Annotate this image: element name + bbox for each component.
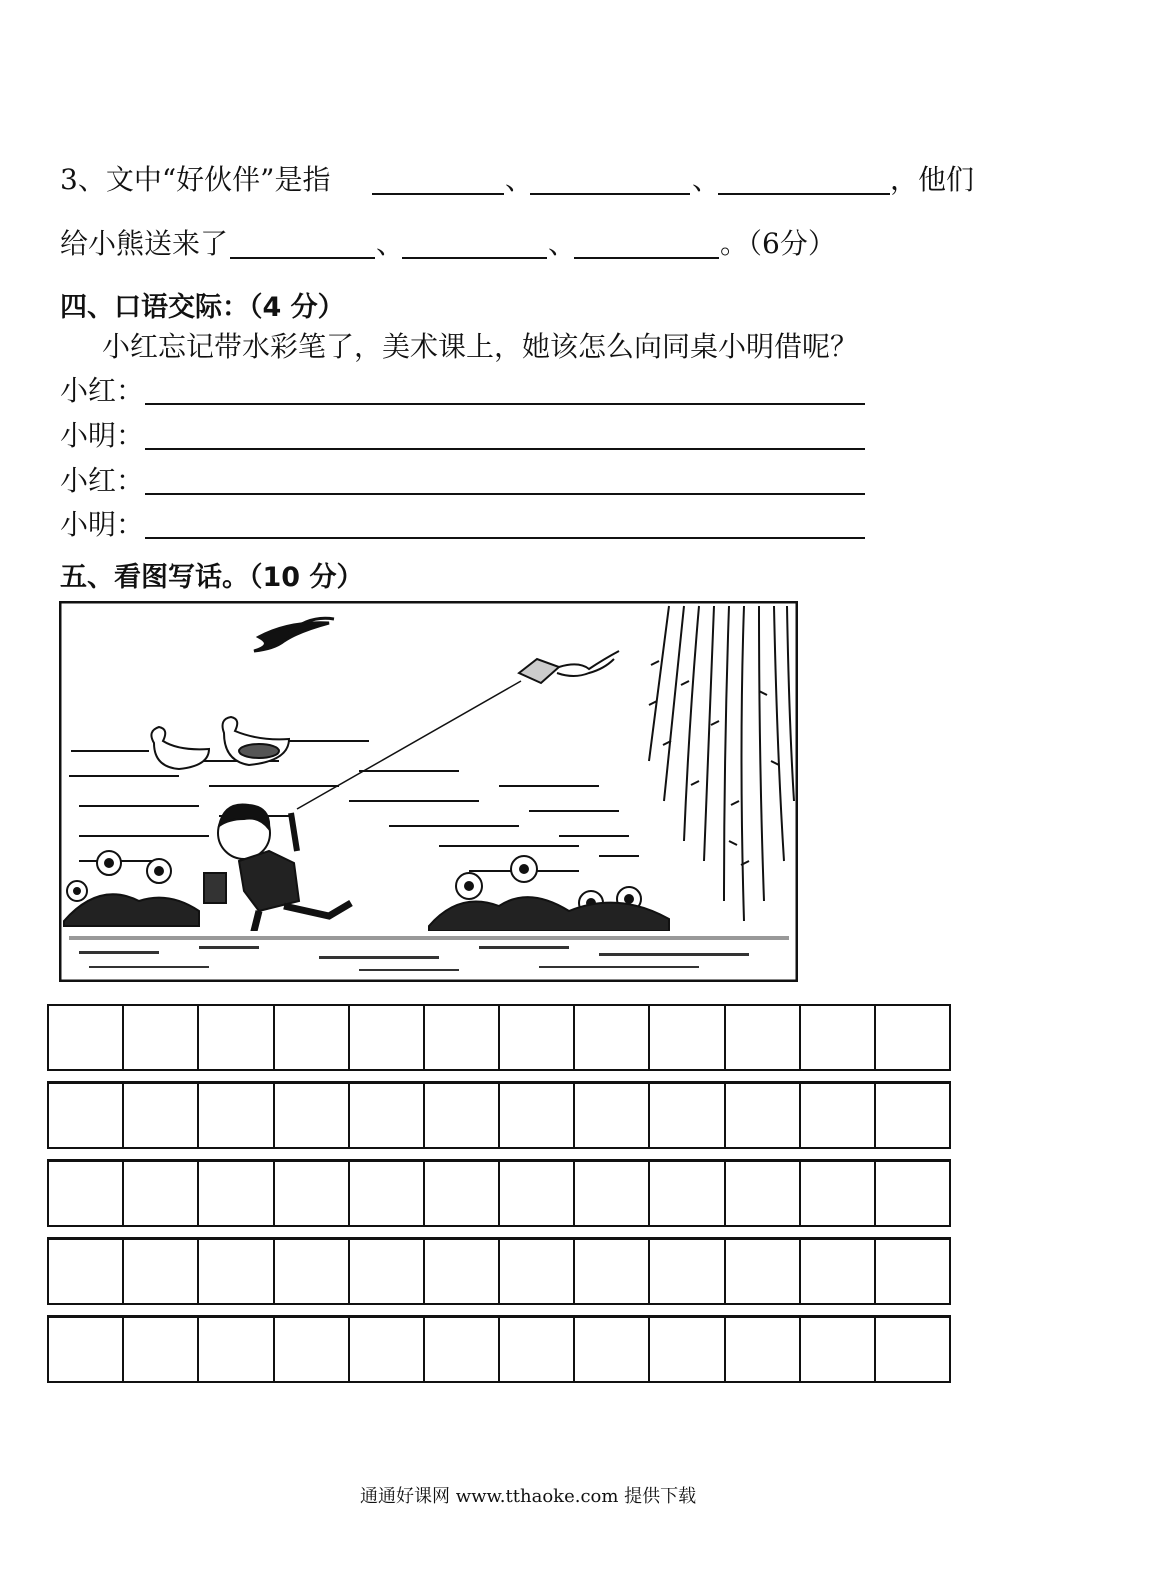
grid-cell[interactable] xyxy=(876,1240,949,1303)
separator: 、 xyxy=(376,227,405,260)
grid-cell[interactable] xyxy=(500,1084,575,1147)
grid-cell[interactable] xyxy=(876,1162,949,1225)
grid-cell[interactable] xyxy=(575,1162,650,1225)
grid-cell[interactable] xyxy=(49,1006,124,1069)
grid-cell[interactable] xyxy=(275,1006,350,1069)
grid-cell[interactable] xyxy=(425,1006,500,1069)
writing-grid-row[interactable] xyxy=(47,1082,951,1149)
section4-title: 四、口语交际：（4 分） xyxy=(60,292,345,323)
grid-cell[interactable] xyxy=(726,1084,801,1147)
grid-cell[interactable] xyxy=(650,1318,725,1381)
grid-cell[interactable] xyxy=(650,1240,725,1303)
grid-cell[interactable] xyxy=(124,1318,199,1381)
grid-cell[interactable] xyxy=(275,1318,350,1381)
grid-cell[interactable] xyxy=(801,1240,876,1303)
section4-prompt: 小红忘记带水彩笔了，美术课上，她该怎么向同桌小明借呢？ xyxy=(102,330,859,363)
q3-line1-prefix: 3、文中“好伙伴”是指 xyxy=(60,163,331,196)
grid-cell[interactable] xyxy=(49,1318,124,1381)
grid-cell[interactable] xyxy=(500,1318,575,1381)
grid-cell[interactable] xyxy=(575,1240,650,1303)
answer-blank[interactable] xyxy=(402,231,547,259)
dialogue-speaker: 小红： xyxy=(60,374,145,407)
grid-cell[interactable] xyxy=(726,1162,801,1225)
grid-cell[interactable] xyxy=(425,1240,500,1303)
grid-cell[interactable] xyxy=(500,1006,575,1069)
answer-blank[interactable] xyxy=(230,231,375,259)
dialogue-answer-line[interactable] xyxy=(145,448,865,450)
dialogue-answer-line[interactable] xyxy=(145,537,865,539)
grid-cell[interactable] xyxy=(350,1240,425,1303)
grid-cell[interactable] xyxy=(49,1240,124,1303)
grid-cell[interactable] xyxy=(49,1084,124,1147)
grid-cell[interactable] xyxy=(650,1084,725,1147)
grid-cell[interactable] xyxy=(124,1084,199,1147)
writing-grid-row[interactable] xyxy=(47,1160,951,1227)
grid-cell[interactable] xyxy=(124,1162,199,1225)
kite-flying-illustration xyxy=(59,601,798,982)
grid-cell[interactable] xyxy=(876,1318,949,1381)
answer-blank[interactable] xyxy=(718,167,890,195)
separator: 、 xyxy=(692,163,721,196)
dialogue-speaker: 小明： xyxy=(60,419,145,452)
q3-line2-prefix: 给小熊送来了 xyxy=(60,227,229,260)
grid-cell[interactable] xyxy=(876,1084,949,1147)
grid-cell[interactable] xyxy=(726,1006,801,1069)
grid-cell[interactable] xyxy=(350,1006,425,1069)
grid-cell[interactable] xyxy=(575,1006,650,1069)
grid-cell[interactable] xyxy=(425,1162,500,1225)
grid-cell[interactable] xyxy=(801,1006,876,1069)
grid-cell[interactable] xyxy=(199,1240,274,1303)
grid-cell[interactable] xyxy=(650,1162,725,1225)
writing-grid-row[interactable] xyxy=(47,1004,951,1071)
q3-line1 xyxy=(60,163,330,197)
grid-cell[interactable] xyxy=(124,1240,199,1303)
grid-cell[interactable] xyxy=(350,1162,425,1225)
grid-cell[interactable] xyxy=(801,1084,876,1147)
grid-cell[interactable] xyxy=(500,1240,575,1303)
grid-cell[interactable] xyxy=(350,1318,425,1381)
dialogue-answer-line[interactable] xyxy=(145,403,865,405)
q3-line2-suffix: 。（6分） xyxy=(720,227,836,260)
grid-cell[interactable] xyxy=(801,1318,876,1381)
footer-text: 通通好课网 www.tthaoke.com 提供下载 xyxy=(360,1486,697,1507)
grid-cell[interactable] xyxy=(49,1162,124,1225)
grid-cell[interactable] xyxy=(199,1162,274,1225)
writing-grid-row[interactable] xyxy=(47,1316,951,1383)
grid-cell[interactable] xyxy=(199,1084,274,1147)
answer-blank[interactable] xyxy=(372,167,504,195)
writing-grid-row[interactable] xyxy=(47,1238,951,1305)
dialogue-speaker: 小红： xyxy=(60,464,145,497)
grid-cell[interactable] xyxy=(275,1084,350,1147)
grid-cell[interactable] xyxy=(726,1240,801,1303)
grid-cell[interactable] xyxy=(275,1240,350,1303)
grid-cell[interactable] xyxy=(575,1318,650,1381)
separator: 、 xyxy=(548,227,577,260)
answer-blank[interactable] xyxy=(574,231,719,259)
grid-cell[interactable] xyxy=(801,1162,876,1225)
grid-cell[interactable] xyxy=(275,1162,350,1225)
grid-cell[interactable] xyxy=(425,1084,500,1147)
dialogue-answer-line[interactable] xyxy=(145,493,865,495)
grid-cell[interactable] xyxy=(425,1318,500,1381)
grid-cell[interactable] xyxy=(350,1084,425,1147)
grid-cell[interactable] xyxy=(876,1006,949,1069)
q3-line1-suffix: ，他们 xyxy=(890,163,975,196)
grid-cell[interactable] xyxy=(726,1318,801,1381)
separator: 、 xyxy=(505,163,534,196)
answer-blank[interactable] xyxy=(530,167,690,195)
grid-cell[interactable] xyxy=(124,1006,199,1069)
grid-cell[interactable] xyxy=(199,1006,274,1069)
dialogue-speaker: 小明： xyxy=(60,508,145,541)
grid-cell[interactable] xyxy=(575,1084,650,1147)
grid-cell[interactable] xyxy=(199,1318,274,1381)
grid-cell[interactable] xyxy=(650,1006,725,1069)
grid-cell[interactable] xyxy=(500,1162,575,1225)
section5-title: 五、看图写话。（10 分） xyxy=(60,562,364,593)
